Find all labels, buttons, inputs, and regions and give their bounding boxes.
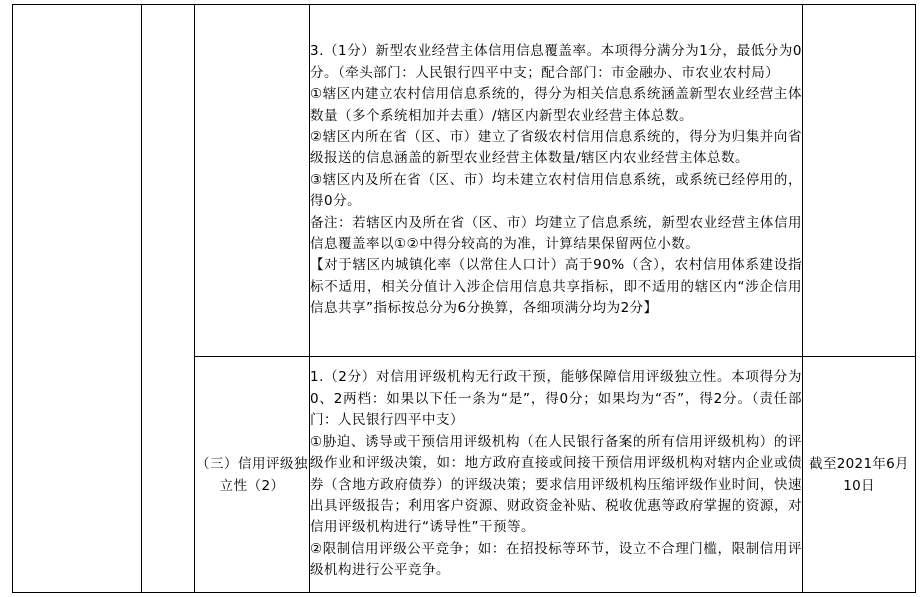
coverage-rule-heading: 3.（1分）新型农业经营主体信用信息覆盖率。本项得分满分为1分，最低分为0分。（牵头部门：人民银行四平中支；配合部门：市金融办、市农业农村局） xyxy=(310,43,802,81)
table-row xyxy=(13,5,916,357)
deadline-cell-empty xyxy=(803,5,916,357)
independence-indicator-label: （三）信用评级独立性（2） xyxy=(196,455,308,494)
sub-category-cell xyxy=(142,5,195,593)
independence-rule-item-2: ②限制信用评级公平竞争；如：在招投标等环节，设立不合理门槛，限制信用评级机构进行公平竞争。 xyxy=(310,540,802,579)
independence-indicator-cell xyxy=(195,357,310,593)
independence-rule-heading: 1.（2分）对信用评级机构无行政干预，能够保障信用评级独立性。本项得分为0、2两档：如果以下任一条为“是”，得0分；如果均为“否”，得2分。（责任部门：人民银行四平中支） xyxy=(310,369,802,429)
coverage-rule-item-2: ②辖区内所在省（区、市）建立了省级农村信用信息系统的，得分为归集并向省级报送的信息涵盖的新型农业经营主体数量/辖区内农业经营主体总数。 xyxy=(310,128,802,167)
document-table-region xyxy=(12,4,910,592)
deadline-date: 截至2021年6月10日 xyxy=(809,455,909,494)
coverage-rule-exception: 【对于辖区内城镇化率（以常住人口计）高于90%（含），农村信用体系建设指标不适用，相关分值计入涉企信用信息共享指标，即不适用的辖区内“涉企信用信息共享”指标按总分为6分换算，各细项满分均为2分】 xyxy=(310,257,802,317)
coverage-rule-item-1: ①辖区内建立农村信用信息系统的，得分为相关信息系统涵盖新型农业经营主体数量（多个系统相加并去重）/辖区内新型农业经营主体总数。 xyxy=(310,86,802,124)
independence-deadline-cell xyxy=(803,357,916,593)
coverage-criteria-cell xyxy=(310,5,803,357)
evaluation-criteria-table xyxy=(12,4,916,593)
coverage-rule-note: 备注：若辖区内及所在省（区、市）均建立了信息系统，新型农业经营主体信用信息覆盖率以①②中得分较高的为准，计算结果保留两位小数。 xyxy=(310,214,802,253)
coverage-rule-item-3: ③辖区内及所在省（区、市）均未建立农村信用信息系统，或系统已经停用的，得0分。 xyxy=(310,171,802,210)
independence-rule-item-1: ①胁迫、诱导或干预信用评级机构（在人民银行备案的所有信用评级机构）的评级作业和评级决策，如：地方政府直接或间接干预信用评级机构对辖内企业或债券（含地方政府债券）的评级决策；要求信用评级机构压缩评级作业时间，快速出具评级报告；利用客户资源、财政资金补贴、税收优惠等政府掌握的资源，对信用评级机构进行“诱导性”干预等。 xyxy=(310,433,802,536)
indicator-cell-empty xyxy=(195,5,310,357)
independence-criteria-cell xyxy=(310,357,803,593)
category-cell xyxy=(13,5,142,593)
